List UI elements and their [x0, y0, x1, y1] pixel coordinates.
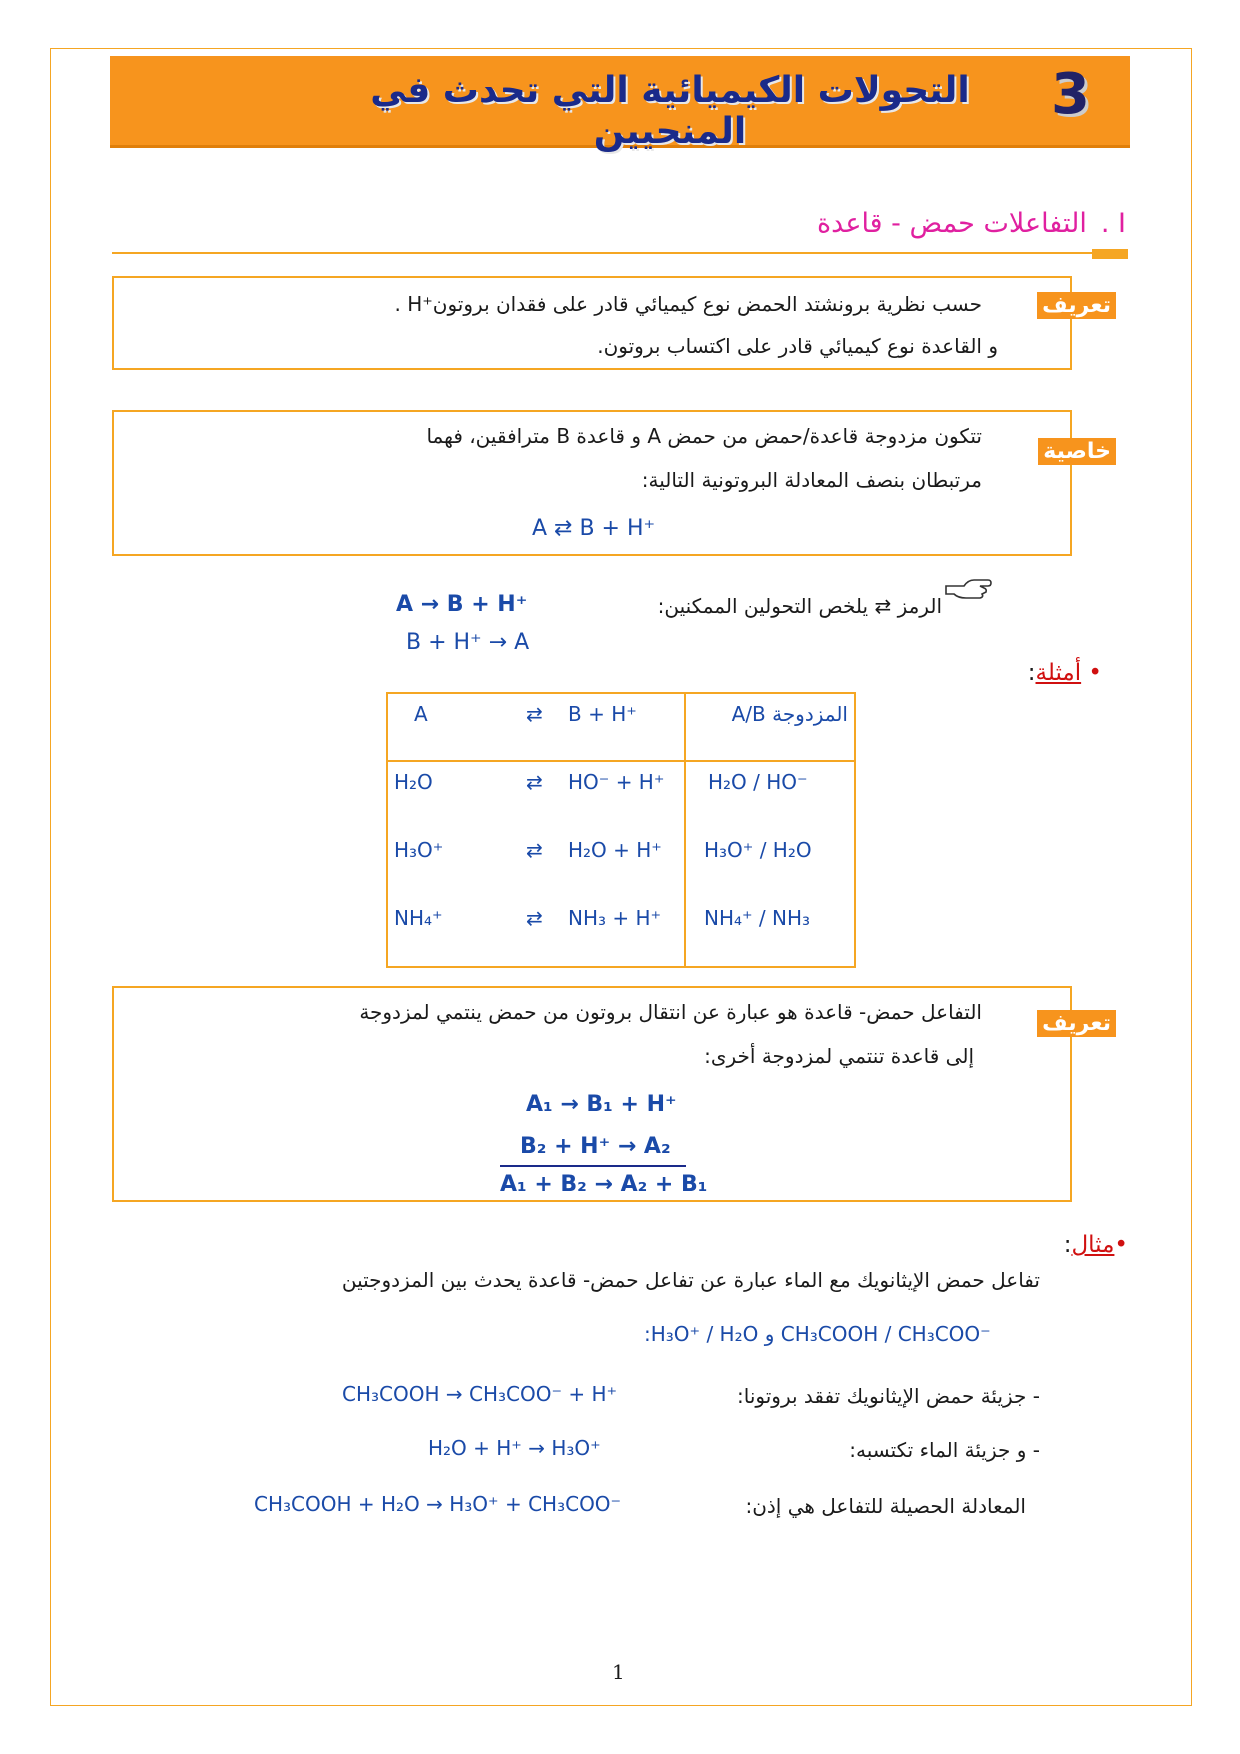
- pointing-hand-icon: [944, 572, 992, 602]
- example-step-2: - و جزيئة الماء تكتسبه:: [849, 1438, 1040, 1462]
- property-line-2: مرتبطان بنصف المعادلة البروتونية التالية:: [641, 468, 982, 492]
- definition-line-1: التفاعل حمض- قاعدة هو عبارة عن انتقال بروتون من حمض ينتمي لمزدوجة: [359, 1000, 982, 1024]
- section-numeral: I .: [1100, 208, 1126, 239]
- example-heading: •مثال:: [1063, 1232, 1128, 1258]
- section-divider-tab: [1092, 249, 1128, 259]
- definition-line-2: و القاعدة نوع كيميائي قادر على اكتساب بروتون.: [597, 334, 998, 358]
- property-box: [112, 410, 1111, 556]
- section-divider: [112, 252, 1126, 254]
- examples-table: [386, 692, 856, 968]
- overall-equation: A₁ + B₂ → A₂ + B₁: [500, 1172, 708, 1197]
- header-pair: المزدوجة A/B: [685, 693, 855, 761]
- example-step-1: - جزيئة حمض الإيثانويك تفقد بروتونا:: [737, 1384, 1040, 1408]
- title-banner: [110, 56, 1130, 152]
- half-equation-2: B₂ + H⁺ → A₂: [520, 1134, 671, 1159]
- row-arrow: ⇄: [526, 905, 543, 930]
- example-overall-equation: CH₃COOH + H₂O → H₃O⁺ + CH₃COO⁻: [254, 1492, 622, 1516]
- half-equation-1: A₁ → B₁ + H⁺: [526, 1092, 677, 1117]
- example-step-2-equation: H₂O + H⁺ → H₃O⁺: [428, 1436, 601, 1460]
- equation-sum-line: [500, 1165, 686, 1167]
- header-arrow: ⇄: [520, 693, 562, 761]
- row-products: HO⁻ + H⁺: [568, 770, 665, 794]
- row-acid: NH₄⁺: [394, 905, 443, 930]
- property-tag: خاصية: [1038, 438, 1116, 465]
- note-equation-forward: A → B + H⁺: [396, 592, 528, 617]
- definition-box-bronsted: [112, 276, 1111, 370]
- table-header-row: [387, 693, 855, 761]
- page-number: 1: [612, 1660, 625, 1684]
- header-products: B + H⁺: [562, 693, 685, 761]
- property-equation: A ⇄ B + H⁺: [532, 516, 656, 541]
- example-overall: المعادلة الحصيلة للتفاعل هي إذن:: [745, 1494, 1026, 1518]
- definition-line-1: حسب نظرية برونشتد الحمض نوع كيميائي قادر على فقدان بروتون⁺H .: [394, 292, 982, 316]
- examples-heading: • أمثلة:: [1027, 660, 1102, 686]
- row-acid: H₃O⁺: [394, 838, 444, 863]
- property-line-1: تتكون مزدوجة قاعدة/حمض من حمض A و قاعدة B مترافقين، فهما: [426, 424, 982, 448]
- definition-box-acid-base-reaction: [112, 986, 1111, 1202]
- section-heading: [817, 208, 1126, 239]
- definition-line-2: إلى قاعدة تنتمي لمزدوجة أخرى:: [704, 1044, 974, 1068]
- example-step-1-equation: CH₃COOH → CH₃COO⁻ + H⁺: [342, 1382, 618, 1406]
- row-pair: H₂O / HO⁻: [685, 761, 855, 830]
- definition-tag: تعريف: [1037, 1010, 1116, 1037]
- row-products: NH₃ + H⁺: [568, 905, 662, 930]
- page-title: التحولات الكيميائية التي تحدث في المنحيين: [370, 70, 970, 152]
- row-products: H₂O + H⁺: [568, 838, 662, 863]
- table-row: [387, 761, 855, 830]
- symbol-note: الرمز ⇄ يلخص التحولين الممكنين:: [657, 594, 942, 618]
- row-pair: NH₄⁺ / NH₃: [685, 898, 855, 967]
- section-title: التفاعلات حمض - قاعدة: [817, 208, 1087, 239]
- row-arrow: ⇄: [526, 838, 543, 863]
- row-acid: H₂O: [394, 770, 433, 794]
- definition-tag: تعريف: [1037, 292, 1116, 319]
- header-acid: A: [387, 693, 520, 761]
- example-pairs: :H₃O⁺ / H₂O و CH₃COOH / CH₃COO⁻: [644, 1322, 991, 1346]
- note-equation-reverse: B + H⁺ → A: [406, 630, 530, 655]
- chapter-number: 3: [1051, 62, 1090, 127]
- table-row: [387, 898, 855, 967]
- example-intro: تفاعل حمض الإيثانويك مع الماء عبارة عن تفاعل حمض- قاعدة يحدث بين المزدوجتين: [341, 1268, 1040, 1292]
- row-arrow: ⇄: [526, 770, 543, 794]
- table-row: [387, 830, 855, 898]
- row-pair: H₃O⁺ / H₂O: [685, 830, 855, 898]
